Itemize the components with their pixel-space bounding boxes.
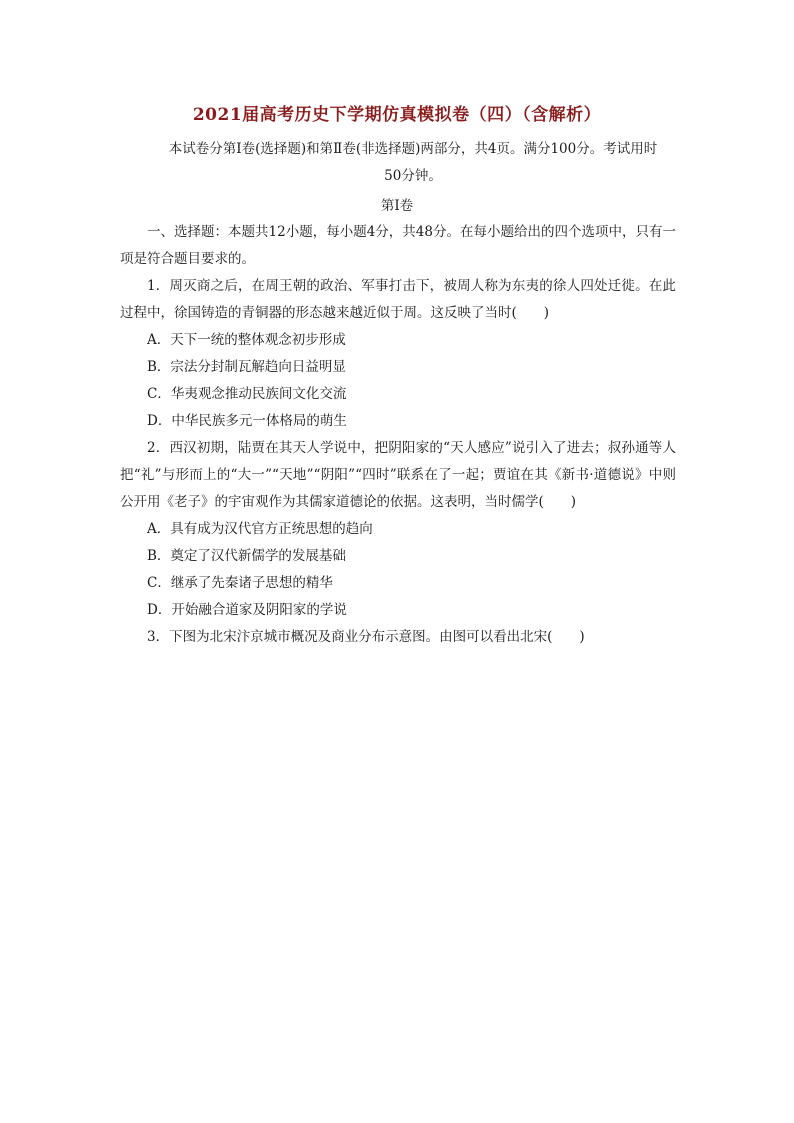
question-2-option-c: C．继承了先秦诸子思想的精华 <box>147 575 333 591</box>
intro-line-1: 本试卷分第Ⅰ卷(选择题)和第Ⅱ卷(非选择题)两部分，共4页。满分100分。考试用时 <box>168 141 658 157</box>
question-1-option-c: C．华夷观念推动民族间文化交流 <box>147 386 347 402</box>
exam-title: 2021届高考历史下学期仿真模拟卷（四）（含解析） <box>192 105 602 125</box>
intro-line-2: 50分钟。 <box>384 168 442 184</box>
question-block-3 <box>120 624 676 651</box>
section-heading: 第Ⅰ卷 <box>380 198 414 214</box>
question-2-option-a: A．具有成为汉代官方正统思想的趋向 <box>147 521 373 537</box>
question-3-stem: 3．下图为北宋汴京城市概况及商业分布示意图。由图可以看出北宋( ) <box>147 629 585 645</box>
question-2-option-d: D．开始融合道家及阴阳家的学说 <box>147 602 347 618</box>
question-1-option-b: B．宗法分封制瓦解趋向日益明显 <box>147 359 346 375</box>
question-2-option-b: B．奠定了汉代新儒学的发展基础 <box>147 548 346 564</box>
question-1-stem: 1．周灭商之后，在周王朝的政治、军事打击下，被周人称为东夷的徐人四处迁徙。在此过程中，徐国铸造的青铜器的形态越来越近似于周。这反映了当时( ) <box>120 278 676 321</box>
question-block-1 <box>120 219 676 435</box>
instructions: 一、选择题：本题共12小题，每小题4分，共48分。在每小题给出的四个选项中，只有一项是符合题目要求的。 <box>120 224 676 267</box>
question-1-option-d: D．中华民族多元一体格局的萌生 <box>147 413 347 429</box>
exam-intro <box>148 136 678 190</box>
question-1-option-a: A．天下一统的整体观念初步形成 <box>147 332 346 348</box>
question-2-stem: 2．西汉初期，陆贾在其天人学说中，把阴阳家的“天人感应”说引入了进去；叔孙通等人把“礼”与形而上的“大一”“天地”“阴阳”“四时”联系在了一起；贾谊在其《新书·道德说》中则公开用《老子》的宇宙观作为其儒家道德论的依据。这表明，当时儒学( ) <box>120 440 676 510</box>
question-block-2 <box>120 435 676 624</box>
